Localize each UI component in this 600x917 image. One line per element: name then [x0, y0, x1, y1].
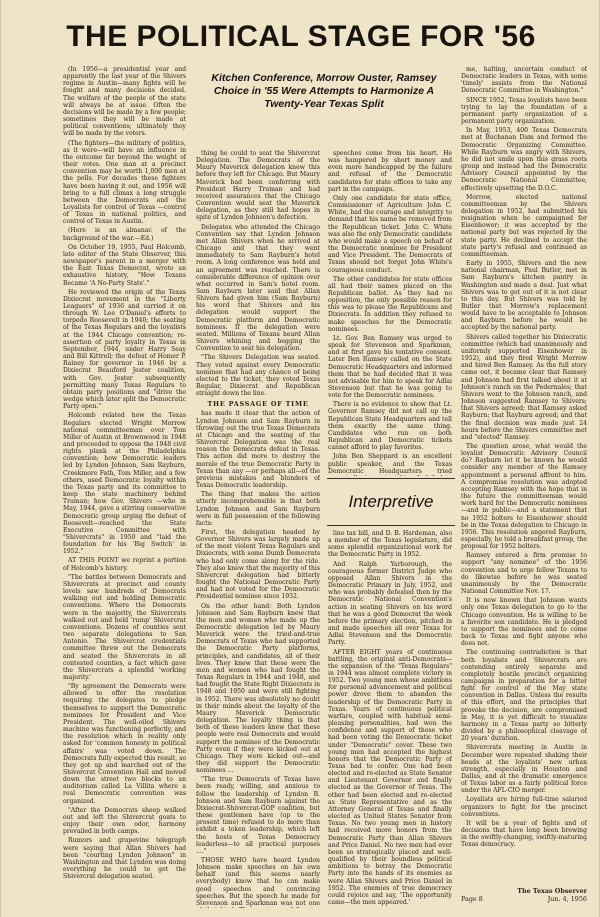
paragraph: There is no evidence to show that Lt. Governor Ramsey did not call up the Republican State Headquarters and tell them exactly the same thing. Candidates who run on both Republican and Democratic tickets cannot afford to play favorites.: [328, 401, 452, 452]
paragraph: It will be a year of fights and of decisions that have long been brewing in the swiftly-changing, swiftly-maturing Texas democracy.: [461, 819, 587, 849]
paragraph: AFTER EIGHT years of continuous battling, the original anti-Democrats—the expansion of the "Texas Regulars" in 1944 was almost complete victory in 1952. Two young men whose ambitions for personal advancement and political power drove them to abandon the leadership of the Democratic Party in Texas. Years of continuous political warfare, coupled with habitual semi-pleasing personalities, had won the confidence and support of those who had been voting the Democratic ticket under "Democratic" cover. These two young men had accepted the highest honors that the Democratic Party of Texas had to confer. One had been elected and re-elected as State Senator and Lieutenant Governor and finally elected as the Governor of Texas. The other had been elected and re-elected as State Representative and as the Attorney General of Texas and finally elected as United States Senator from Texas. No two young men in history had received more honors from the Democratic Party than Allan Shivers and Price Daniel. No two men had ever been so strategically placed and well-qualified by their boundless political ambitions to betray the Democratic Party into the hands of its enemies as were Allan Shivers and Price Daniel in 1952. The enemies of true democracy could rejoice and say, 'The opportunity came—the men appeared.': [328, 648, 452, 906]
paragraph: me, halting, uncertain conduct of Democratic leaders in Texas, with some 'timely' assists from the National Democratic Committee in Washington.": [461, 66, 587, 95]
paragraph: The other candidates for state offices all had their names placed on the Republican ballot. As they had no opposition, the only possible reason for this was to please the Republicans and Dixiecrats. In addition they refused to make speeches for the Democratic nominees.: [328, 275, 452, 333]
paragraph: Holcomb related how the Texas Regulars elected Wright Morrow national committeeman over Tom Miller of Austin at Brownwood in 1948 and proceeded to oppose the 1948 civil rights plank at the Philadelphia convention; how Democratic leaders led by Lyndon Johnson, Sam Rayburn, Creekmore Fath, Tom Miller, and a few others, used Democratic loyalty within the Texas party and its committee to keep the state machinery behind Truman; how Gov. Shivers —who in May, 1944, gave a stirring conservative Democratic group urging the defeat of Roosevelt—reached the State Executive Committee with "Shivercrats" in 1950 and "laid the foundation for his 'Big Switch' in 1952.": [63, 412, 186, 556]
paragraph: First, the delegation headed by Governor Shivers was largely made up of the most violent Texas Regulars and Dixiecrats, with some Dumb Democrats who had only come along for the ride. They also knew that the majority of this Shivercrat delegation had bitterly fought the National Democratic Party and had not voted for the Democratic Presidential nominee since 1932.: [196, 528, 320, 601]
paragraph: (Here is an almanac of the background of the war.—Ed.): [63, 227, 186, 242]
paragraph: It is now known that Johnson wants only one Texas delegation to go to the Chicago convention. He is willing to be a favorite son candidate. He is pledged to support the nominees and to come back to Texas and fight anyone who does not.: [461, 597, 587, 648]
headline: THE POLITICAL STAGE FOR '56: [66, 20, 536, 53]
paragraph: has made it clear that the action of Lyndon Johnson and Sam Rayburn in throwing out the true Texas Democrats at Chicago and the seating of the Shivercrat Delegation was the real reason the Democrats defeat in Texas. This action did more to destroy the morale of the true Democratic Party in Texas than any —or perhaps all—of the previous mistakes and blunders of Texas Democratic leadership.: [196, 410, 320, 490]
paragraph: Shivers called together his Dixiecratic committee (which had unanimously and uniformly supported Eisenhower in 1952), and they fired Wright Morrow and hired Ben Ramsey. As the full story came out, it became clear that Ramsey and Johnson had first talked about it at Johnson's ranch on the Pedernales; that Shivers went to the Johnson ranch, and Johnson suggested Ramsey to Shivers; that Shivers agreed; that Ramsey asked Rayburn; that Rayburn agreed; and that the final decision was made just 24 hours before the Shivers committee met and "elected" Ramsey.: [461, 333, 587, 441]
page-number: Page 8: [461, 895, 483, 903]
footer-row: [461, 895, 587, 903]
paragraph: AT THIS POINT we reprint a portion of Holcomb's history.: [63, 557, 186, 572]
paragraph: "The true Democrats of Texas have been ready, willing, and anxious to follow the leadership of Lyndon B. Johnson and Sam Rayburn against the Dixiecrat-Shivercrat-GOP coalition, but these gentlemen have (up to the present time) refused to do more than exhibit a token leadership, which left the hosts of Texas Democracy leaderless—to all practical purposes ....": [196, 776, 320, 855]
paragraph: thing he could to seat the Shivercrat Delegation. The Democrats of the Maury Maverick delegation knew this before they left for Chicago. But Maury Maverick had been conferring with President Harry Truman and had received assurances that the Chicago Convention would seat the Maverick delegation, as they still had hopes in spite of Lyndon Johnson's defection.: [196, 150, 320, 222]
paragraph: On the other hand: Both Lyndon Johnson and Sam Rayburn knew that the men and women who made up the Democratic delegation led by Maury Maverick were the tried-and-true Democrats of Texas who had supported the Democratic Party platforms, principles, and candidates, all of their lives. They knew that these were the men and women who had fought the Texas Regulars in 1944 and 1948, and had fought the State Right Dixiecrats in 1948 and 1950 and were still fighting in 1952. There was absolutely no doubt in their minds about the loyalty of the Maury Maverick Democratic delegation. The loyalty thing is that both of these leaders knew that these people were real Democrats and would support the nominee of the Democratic Party even if they were kicked out at Chicago. They were kicked out—and they did support the Democratic nominees ...: [196, 602, 320, 775]
paragraph: line tax bill, and D. B. Hardeman, also a member of the Texas legislature, did some splendid organizational work for the Democratic Party in 1952.: [328, 530, 452, 559]
paragraph: On October 19, 1955, Paul Holcomb, late editor of the State Observer, this newspaper's parent in a merger with the East Texas Democrat, wrote an exhaustive history, "How Texans Became 'A No-Party State'.": [63, 243, 186, 287]
paragraph: Loyalists are hiring full-time salaried organizers to fight for the precinct conventions.: [461, 796, 587, 818]
paragraph: The continuing contradiction is that both loyalists and Shivercrats are contending entirely separate and completely hostile precinct organizing campaigns in preparation for a bitter fight for control of the May state convention in Dallas. Unless the results of this effort, and the principles that provoke the decision, are compromised in May, it is yet difficult to visualize harmony in a Texas party so bitterly divided by a philosophical cleavage of 20 years' duration.: [461, 649, 587, 743]
paragraph: Lt. Gov. Ben Ramsey was urged to speak for Stevenson and Sparkman, and at first gave his tentative consent. Later Ben Ramsey called on the State Democratic Headquarters and informed them that he had decided that it was not advisable for him to speak for Adlai Stevenson but that he was going to vote for the Democratic nominees.: [328, 334, 452, 400]
subhead: THE PASSAGE OF TIME: [207, 400, 309, 409]
column-1: [63, 66, 186, 908]
paragraph: Only one candidate for state office, Commissioner of Agriculture John C. White, had the courage and integrity to demand that his name be removed from the Republican ticket. John C. White was also the only Democratic candidate who would make a speech on behalf of the Democratic nominee for President and Vice President. The Democrats of Texas should not forget John White's courageous conduct.: [328, 194, 452, 274]
paragraph: THOSE WHO have heard Lyndon Johnson make speeches on his own behalf (and this seems nearly everybody) know that he can make good speeches and convincing speeches. But the speech he made for Stevenson and Sparkman was not one: [196, 857, 320, 907]
article-deck: Kitchen Conference, Morrow Ouster, Ramsey Choice in '55 Were Attempts to Harmonize A Twenty-Year Texas Split: [211, 72, 437, 110]
paragraph: "The Shivers Delegation was seated. They voted against every Democratic nominee that had any chance of being elected to the ticket, they voted Texas Regular, Dixiecrat and Republican straight down the line.: [196, 354, 320, 398]
column-3-bottom: [328, 530, 452, 908]
paragraph: And Ralph Yarborough, the courageous former District Judge who opposed Allan Shivers in the Democratic Primary in July, 1952, and who was probably defeated then by the Democratic National Convention's action in seating Shivers on his word that he was a good Democrat the week before the primary election, pitched in and made speeches all over Texas for Adlai Stevenson and the Democratic Party.: [328, 560, 452, 647]
paragraph: "By agreement the Democrats were allowed to offer the resolution requiring the delegates to pledge themselves to support the Democratic nominees for President and Vice President. The well-oiled Shivers machine was functioning perfectly, and the resolution which in reality only asked for 'common honesty in political affairs' was voted down. The Democrats fully expected this result, so they got up and marched out of the Shivercrat Convention Hall and moved down the street two blocks to an auditorium called La Villita where a real Democratic convention was organized.: [63, 683, 186, 805]
paragraph: "The battles between Democrats and Shivercrats at precinct and county levels saw hundreds of Democrats walking out and holding Democratic conventions. Where the Democrats were in the majority, the Shivercrats walked out and held 'rump' Shivercrat conventions. Dozens of counties sent two separate delegations to San Antonio. The Shivercrat credentials committee threw out the Democrats and seated the Shivercrats in all contested counties, a fact which gave the Shivercrats a splendid 'working majority.': [63, 573, 186, 681]
paragraph: Ramsey entered a firm promise to support "any nominee" of the 1956 convention and to urge fellow Texans to do likewise before he was seated unanimously by the Democratic National Committee Nov. 17.: [461, 552, 587, 596]
paragraph: Early in 1955, Shivers and the new national chairman, Paul Butler, met in Sam Rayburn's kitchen pantry in Washington and made a deal. Just what Shivers was to get out of it is not clear to this day. But Shivers was told by Butler that Morrow's replacement would have to be acceptable to Johnson and Rayburn before he would be accepted by the national party.: [461, 260, 587, 332]
paragraph: (The fighters—the military of politics, as it were—will have an influence in the outcome far beyond the weight of their votes. One man at a precinct convention may be worth 1,000 men at the polls. For decades these fighters have been having it out, and 1956 will bring to a full climax a long struggle between the Democrats and the Loyalists for control of Texas —control of Texas in national politics, and control of Texas in Austin.: [63, 139, 186, 226]
page-footer: [461, 887, 587, 903]
paragraph: The thing that makes the action utterly incomprehensible is that both Lyndon Johnson and Sam Rayburn were in full possession of the following facts:: [196, 491, 320, 527]
column-3-top: [328, 150, 452, 476]
publication-name: The Texas Observer: [517, 887, 587, 895]
interpretive-label: Interpretive: [348, 492, 434, 511]
paragraph: Delegates who attended the Chicago Convention say that Lyndon Johnson met Allan Shivers when he arrived at Chicago and that they went immediately to Sam Rayburn's hotel room. A long conference was held and an agreement was reached. There is considerable difference of opinion over what occurred in Sam's hotel room. Sam Rayburn later said that Allan Shivers had given him (Sam Rayburn) his word that Shivers and his delegation would support the Democratic platform and Democratic nominees. If the delegation were seated. Millions of Texans heard Allan Shivers whining and begging the Convention to seat his delegation.: [196, 223, 320, 353]
paragraph: The question arose, what would the loyalist Democratic Advisory Council do? Rayburn let it be known he would consider any member of the Ramsey appointment a personal affront to him. A compromise resolution was adopted accepting Ramsey with the hope that in the future the committeeman would work hard for the Democratic nominees—and in public—and a statement that no 1952 bolters to Eisenhower should be in the Texas delegation to Chicago in 1956. This resolution angered Rayburn, especially, he told a breakfast group, the proposal for 1952 bolters.: [461, 442, 587, 551]
interpretive-label-box: [327, 478, 455, 526]
paragraph: Morrow, elected national committeeman by the Shivers delegation in 1952, had submitted his resignation when he campaigned for Eisenhower; it was accepted by the national party but was rejected by the state party. He declined to accept the state party's refusal and continued as committeeman.: [461, 193, 587, 258]
column-4: [461, 66, 587, 884]
paragraph: John Ben Sheppard is an excellent public speaker, and the Texas Democratic Headquarters tried: [328, 453, 452, 475]
paragraph: (In 1956—a presidential year and apparently the last year of the Shivers regime in Austin—many fights will be fought and many decisions decided. The welfare of the people of the state will always be at issue. Often the decisions will be made by a few people; sometimes they will be made at political conventions; ultimately they will be made by the voters.: [63, 66, 186, 138]
paragraph: Shivercrats meeting in Austin in December were repeated shaking their heads at the loyalists' new urban strength, especially in Houston and Dallas, and at the dramatic emergence of Texas labor as a fairly political force under the AFL-CIO merger.: [461, 744, 587, 795]
paragraph: "After the Democrats sheep walked out and left the Shivercrat goats to enjoy their own odor, harmony prevailed in both camps.: [63, 806, 186, 836]
column-2: [196, 150, 320, 908]
paragraph: speeches come from his heart. He was hampered by short money and even more handicapped by the failure and refusal of the Democratic candidates for state offices to take any part in the campaign.: [328, 150, 452, 193]
paragraph: In May, 1953, 400 Texas Democrats met at Buchanan Dam and formed the Democratic Organizing Committee. While Rayburn was angry with Shivers, he did not smile upon this grass roots group and instead had the Democratic Advisory Council appointed by the Democratic National Committee, effectively upsetting the D.O.C.: [461, 127, 587, 192]
paragraph: SINCE 1952, Texas loyalists have been trying to lay the foundation of a permanent party organization of a permanent party organization.: [461, 96, 587, 126]
issue-date: Jun. 4, 1956: [547, 895, 587, 903]
paragraph: Rumors and grapevine telegraph were saying that Allan Shivers had been "courting Lyndon Johnson" in Washington and that Lyndon was doing everything he could to get the Shivercrat delegation seated.: [63, 837, 186, 881]
paragraph: He reviewed the origin of the Texas Dixiecrat movement in the "Liberty Leaguers" of 1936 and carried it on through W. Lee O'Daniel's efforts to torpedo Roosevelt in 1940; the seating of the Texas Regulars and the loyalists at the 1944 Chicago convention; re-assertion of party loyalty in Texas in September, 1944, under Harry Seay and Bill Kittrell; the defeat of Homer P. Rainey for governor in 1946 by a Dixiecrat Beauford Jester coalition, with Gov. Jester subsequently permitting many Texas Regulars to obtain party positions and "drive the wedge which later split the Democratic Party open.": [63, 288, 186, 411]
